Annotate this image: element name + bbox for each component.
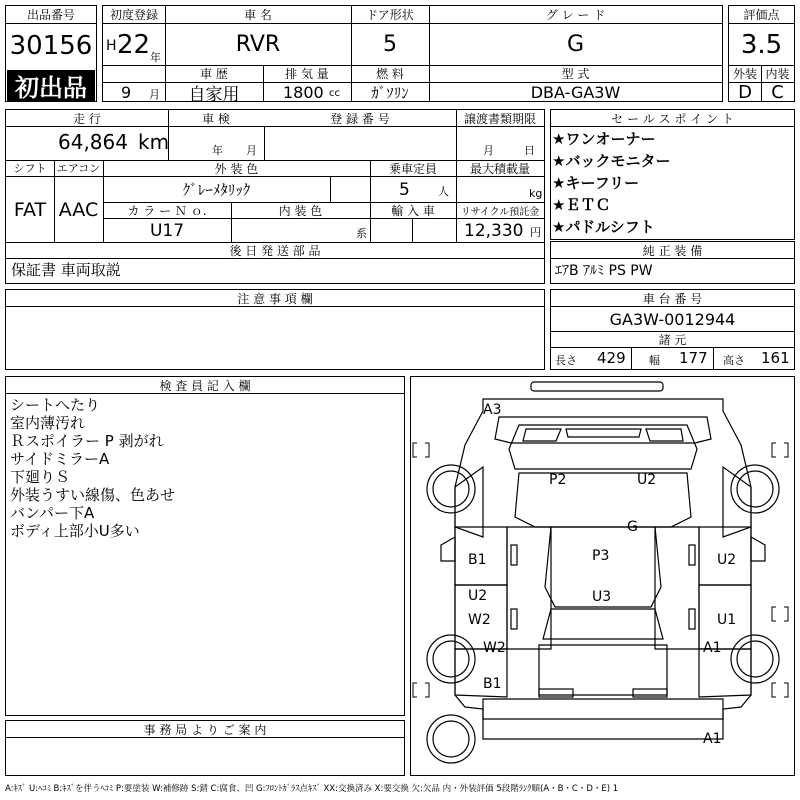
history: 自家用 [188, 84, 240, 105]
displacement-unit: cc [329, 88, 340, 99]
interior-color-label: 内 装 色 [278, 203, 323, 218]
sales-points-label: セ ー ル ス ポ イ ン ト [611, 111, 734, 126]
inspector-line: 外装うすい線傷、色あせ [10, 486, 176, 504]
mark-a1-bottom: A1 [703, 731, 722, 747]
capacity-unit: 人 [438, 185, 449, 198]
mileage-label: 走 行 [73, 111, 101, 126]
mileage: 64,864 [58, 130, 128, 154]
mark-a1-right: A1 [703, 640, 722, 656]
mark-u3: U3 [592, 589, 612, 605]
sales-point: ★バックモニター [552, 152, 671, 170]
dimensions-label: 諸 元 [658, 332, 687, 347]
inspector-line: Ｒスポイラー P 剥がれ [10, 432, 164, 450]
lot-number-box [5, 5, 97, 102]
lot-number: 30156 [9, 31, 93, 61]
inspector-line: ボディ上部小U多い [10, 522, 140, 540]
score: 3.5 [740, 29, 783, 60]
shift-label: シフト [13, 162, 47, 175]
recycle-unit: 円 [530, 226, 541, 239]
mark-b1-left: B1 [468, 552, 487, 568]
aircon-label: エアコン [56, 162, 101, 175]
exterior-color: ｸﾞﾚｰﾒﾀﾘｯｸ [182, 181, 251, 199]
mark-p2: P2 [549, 472, 567, 488]
main-info-table [102, 5, 723, 105]
exterior-color-label: 外 装 色 [214, 161, 259, 176]
max-load-unit: kg [529, 187, 543, 200]
inspector-line: サイドミラーA [10, 450, 110, 468]
interior-grade-label: 内装 [765, 67, 790, 81]
car-name: RVR [235, 32, 281, 57]
later-parts: 保証書 車両取説 [11, 261, 121, 279]
width: 177 [679, 349, 708, 367]
grade-label: グ レ ー ド [545, 8, 606, 22]
sales-point: ★パドルシフト [552, 218, 655, 236]
model-code: DBA-GA3W [530, 82, 621, 102]
mark-p3: P3 [592, 548, 610, 564]
color-no-label: カ ラ ー Ｎ ｏ. [127, 203, 207, 218]
import-label: 輸 入 車 [391, 203, 435, 218]
notes-box [5, 289, 545, 370]
mark-b1-bottom: B1 [483, 676, 502, 692]
model-code-label: 型 式 [561, 67, 590, 81]
max-load-label: 最大積載量 [469, 161, 530, 176]
mark-u2-left: U2 [468, 588, 488, 604]
registration-year: 22 [117, 30, 151, 60]
mark-u2-right: U2 [717, 552, 737, 568]
inspector-line: 室内薄汚れ [10, 414, 86, 432]
interior-color-unit: 系 [356, 227, 367, 240]
car-diagram-outline [411, 377, 794, 775]
inspector-line: 下廻りＳ [10, 468, 71, 486]
length: 429 [597, 349, 626, 367]
later-parts-label: 後 日 発 送 部 品 [229, 243, 321, 258]
shift: FAT [13, 198, 47, 221]
fuel-label: 燃 料 [376, 67, 404, 81]
inspection-year-unit: 年 [212, 144, 223, 157]
mark-u2-top: U2 [637, 472, 657, 488]
registration-month: 9 [121, 83, 132, 102]
equipment: ｴｱB ｱﾙﾐ PS PW [555, 263, 653, 279]
notes-label: 注 意 事 項 欄 [237, 291, 313, 306]
mark-w2-left-top: W2 [468, 612, 491, 628]
height-label: 高さ [723, 354, 745, 367]
inspector-box [5, 376, 405, 716]
door-type-label: ドア形状 [366, 8, 414, 22]
height: 161 [761, 349, 790, 367]
capacity: 5 [399, 180, 410, 200]
sales-points-list [552, 128, 670, 238]
mark-a3: A3 [483, 402, 502, 418]
reg-number-label: 登 録 番 号 [330, 111, 390, 126]
exterior-grade-label: 外装 [732, 67, 757, 81]
exterior-grade: D [738, 81, 752, 103]
score-label: 評価点 [743, 8, 780, 22]
first-listing-badge: 初出品 [7, 70, 95, 101]
equipment-box [550, 241, 795, 284]
mark-u1: U1 [717, 612, 737, 628]
mark-w2-left-bottom: W2 [483, 640, 506, 656]
chassis-number: GA3W-0012944 [609, 309, 736, 329]
recycle-label: リサイクル預託金 [460, 206, 540, 218]
color-no: U17 [149, 220, 185, 241]
history-label: 車 歴 [200, 67, 228, 81]
length-label: 長さ [555, 354, 577, 367]
sales-points-box [550, 109, 795, 240]
recycle: 12,330 [464, 221, 524, 241]
inspector-notes [10, 396, 175, 540]
mileage-unit: km [138, 130, 170, 154]
width-label: 幅 [649, 354, 660, 367]
equipment-label: 純 正 装 備 [642, 243, 703, 258]
score-box [728, 5, 795, 102]
chassis-box [550, 289, 795, 370]
legend: A:ｷｽﾞ U:ﾍｺﾐ B:ｷｽﾞを伴うﾍｺﾐ P:要塗装 W:補修跡 S:錆 C:腐食、凹 G:ﾌﾛﾝﾄｶﾞﾗｽ点ｷｽﾞ XX:交換済み X:要交換 欠:欠品 内・外装評価 5段階ﾗﾝｸ順(A・B・C・D・E) 1 [5, 784, 619, 794]
car-name-label: 車 名 [244, 8, 272, 22]
office-label: 事 務 局 よ り ご 案 内 [143, 722, 267, 737]
sales-point: ★キーフリー [552, 174, 640, 192]
inspection-label: 車 検 [202, 111, 230, 126]
registration-month-unit: 月 [149, 88, 160, 101]
door-type: 5 [383, 32, 397, 57]
capacity-label: 乗車定員 [388, 161, 437, 176]
inspector-line: シートへたり [10, 396, 101, 414]
details-table [5, 109, 545, 284]
sales-point: ★ＥＴＣ [552, 196, 611, 214]
displacement: 1800 [283, 83, 324, 102]
inspector-line: バンパー下A [10, 504, 95, 522]
registration-year-unit: 年 [150, 51, 161, 64]
transfer-deadline-label: 譲渡書類期限 [463, 111, 536, 126]
mark-g: G [627, 519, 638, 535]
transfer-month-unit: 月 [483, 144, 494, 157]
chassis-label: 車 台 番 号 [642, 291, 703, 306]
displacement-label: 排 気 量 [285, 67, 329, 81]
office-box [5, 720, 405, 776]
interior-grade: C [771, 81, 784, 103]
aircon: AAC [58, 198, 99, 221]
inspection-month-unit: 月 [246, 144, 257, 157]
sales-point: ★ワンオーナー [552, 130, 656, 148]
car-diagram [410, 376, 795, 776]
lot-number-label: 出品番号 [26, 8, 75, 22]
inspector-label: 検 査 員 記 入 欄 [159, 378, 251, 393]
registration-era: H [106, 38, 117, 54]
grade: G [566, 32, 585, 57]
registration-label: 初度登録 [109, 8, 158, 22]
fuel: ｶﾞｿﾘﾝ [371, 83, 409, 102]
transfer-day-unit: 日 [524, 144, 535, 157]
